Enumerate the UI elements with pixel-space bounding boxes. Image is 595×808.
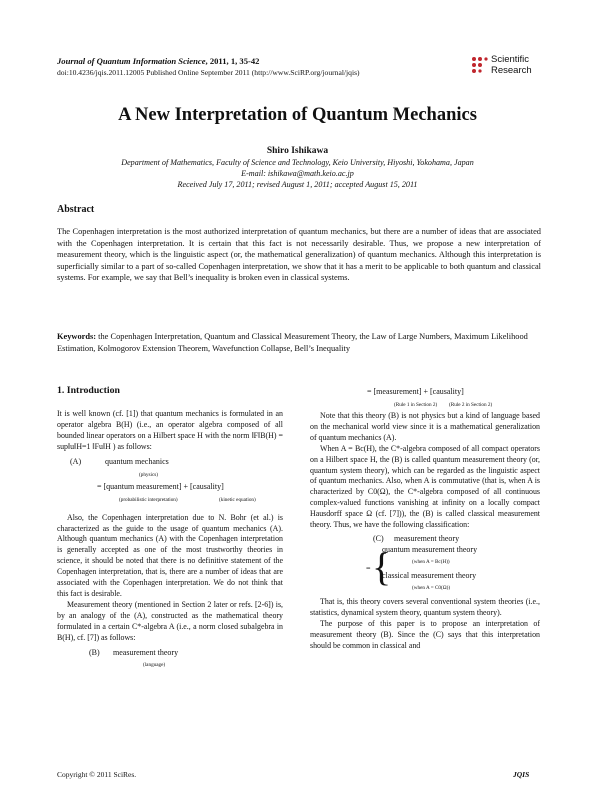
section-heading: 1. Introduction xyxy=(57,385,120,396)
formula-c-text: measurement theory xyxy=(394,533,460,543)
journal-volume: , 2011, 1, 35-42 xyxy=(205,56,260,66)
dates: Received July 17, 2011; revised August 1, 2011; accepted August 15, 2011 xyxy=(177,180,418,190)
left-brace-icon: { xyxy=(372,543,392,589)
formula-b-eq: = [measurement] + [causality] xyxy=(367,387,464,396)
formula-c xyxy=(310,531,540,597)
formula-b-sub2: (Rule 2 in Section 2) xyxy=(449,402,493,408)
right-column xyxy=(310,385,540,652)
formula-a-sub: (physics) xyxy=(139,471,159,478)
formula-c-equals: = xyxy=(366,563,371,573)
logo-line2: Research xyxy=(491,64,532,76)
abstract-heading: Abstract xyxy=(57,204,95,215)
formula-c-quantum-sub: (when A = Bc(H)) xyxy=(412,558,450,565)
paragraph: The purpose of this paper is to propose an interpretation of measurement theory (B). Since the (C) says that this interpretation should be common in classical and xyxy=(310,618,540,650)
affiliation: Department of Mathematics, Faculty of Science and Technology, Keio University, Hiyoshi, Yokohama, Japan xyxy=(121,158,474,167)
journal-name: Journal of Quantum Information Science xyxy=(57,56,206,66)
formula-b-sub1: (Rule 1 in Section 2) xyxy=(394,402,438,408)
formula-b-label: (B) xyxy=(89,647,100,657)
formula-a-label: (A) xyxy=(70,456,82,466)
formula-b-text: measurement theory xyxy=(113,647,179,657)
logo-line1: Scientific xyxy=(491,54,530,65)
keywords-label: Keywords: xyxy=(57,332,97,341)
formula-a-eq: = [quantum measurement] + [causality] xyxy=(97,481,224,491)
keywords xyxy=(57,331,541,354)
paragraph: Measurement theory (mentioned in Section 2 later or refs. [2-6]) is, by an analogy of the (A), constructed as the mathematical theory formulated in a certain C*-algebra A (i.e., a norm closed subalgebra in B(H), cf. [7]) as follows: xyxy=(57,599,283,642)
doi-line[interactable]: doi:10.4236/jqis.2011.12005 Published Online September 2011 (http://www.SciRP.org/journal/jqis) xyxy=(57,68,360,77)
paragraph: Also, the Copenhagen interpretation due to N. Bohr (et al.) is characterized as the guide to the usage of quantum mechanics (A). Although quantum mechanics (A) with the Copenhagen interpretation is generally accepted as one of the most trustworthy theories in science, it should be noted that there is no definitive statement of the Copenhagen interpretation, that is, there are a number of ideas that are associated with the Copenhagen interpretation. We do not think that this fact is desirable. xyxy=(57,512,283,598)
formula-c-classical-sub: (when A = C0(Ω)) xyxy=(412,584,451,591)
logo-emblem-icon xyxy=(470,56,488,76)
publisher-logo xyxy=(470,55,545,83)
keywords-text: the Copenhagen Interpretation, Quantum and Classical Measurement Theory, the Law of Large Numbers, Maximum Likelihood Estimation, Kolmogorov Extension Theorem, Wavefunction Collapse, Bell’s Inequality xyxy=(57,332,528,353)
author-name: Shiro Ishikawa xyxy=(266,146,329,156)
email[interactable]: E-mail: ishikawa@math.keio.ac.jp xyxy=(241,169,354,179)
formula-a-sub2: (kinetic equation) xyxy=(219,496,256,503)
journal-citation xyxy=(57,56,259,66)
paragraph: Note that this theory (B) is not physics but a kind of language based on the mechanical world view since it is a mathematical generalization of quantum mechanics (A). xyxy=(310,411,540,442)
copyright: Copyright © 2011 SciRes. xyxy=(57,770,137,779)
formula-a-text: quantum mechanics xyxy=(105,456,169,466)
logo-text xyxy=(491,55,532,76)
formula-c-label: (C) xyxy=(373,533,384,543)
left-column xyxy=(57,409,283,668)
paper-title: A New Interpretation of Quantum Mechanics xyxy=(118,105,477,125)
formula-c-quantum: quantum measurement theory xyxy=(382,544,478,554)
formula-c-classical: classical measurement theory xyxy=(382,570,477,580)
formula-b-sub: (language) xyxy=(143,661,166,668)
affiliation-block xyxy=(0,157,595,191)
paragraph: It is well known (cf. [1]) that quantum mechanics is formulated in an operator algebra B(H) (i.e., an operator algebra composed of all bounded linear operators on a Hilbert space H with the norm ‖F‖B(H) = sup‖u‖H=1 ‖Fu‖H ) as follows: xyxy=(57,409,283,451)
formula-b xyxy=(57,644,283,668)
paragraph: When A = Bc(H), the C*-algebra composed of all compact operators on a Hilbert space H, the (B) is called quantum measurement theory (or, quantum system theory), which can be regarded as the linguistic aspect of quantum mechanics. Also, when A is commutative (that is, when A is characterized by C0(Ω), the C*-algebra composed of all continuous complex-valued functions vanishing at infinity on a locally compact Hausdorff space Ω (cf. [7])), the (B) is called classical measurement theory. Thus, we have the following classification: xyxy=(310,443,540,530)
abstract-text: The Copenhagen interpretation is the most authorized interpretation of quantum mechanics, but there are a number of ideas that are associated with the Copenhagen interpretation. It is certain that this fact is not necessarily desirable. Thus, we propose a new interpretation of measurement theory, which is the linguistic aspect (or, the mathematical generalization) of quantum mechanics. Although this interpretation is superficially similar to a part of so-called Copenhagen interpretation, we show that it has a merit to be applicable to both quantum and classical systems. For example, we say that Bell’s inequality is broken even in classical systems. xyxy=(57,227,541,283)
formula-a xyxy=(57,453,283,513)
paragraph: That is, this theory covers several conventional system theories (i.e., statistics, dynamical system theory, quantum system theory). xyxy=(310,596,540,617)
formula-b-continued xyxy=(310,385,540,411)
journal-abbreviation: JQIS xyxy=(513,770,530,779)
formula-a-sub1: (probabilistic interpretation) xyxy=(119,496,178,503)
